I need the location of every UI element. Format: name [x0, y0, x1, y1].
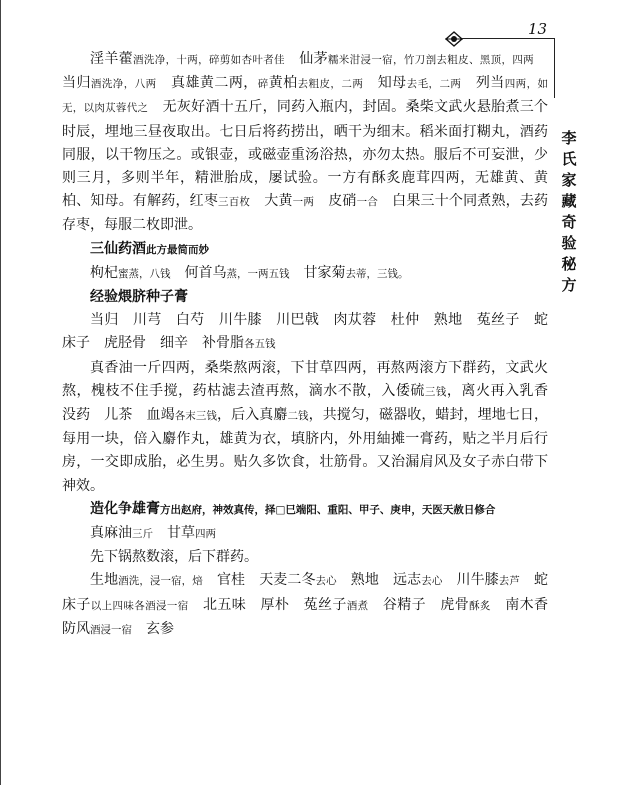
main-text: 淫羊藿 — [90, 51, 134, 67]
annotation-text: 各末三钱 — [174, 410, 218, 423]
header-rule-vertical — [554, 38, 555, 98]
main-text: 皮硝 — [314, 193, 357, 210]
diamond-ornament-icon — [445, 31, 463, 47]
annotation-text: 此方最简而妙 — [146, 243, 209, 256]
annotation-text: 去粗皮，二两 — [297, 78, 364, 91]
annotation-text: 四两，如无，以肉苁蓉代之 — [62, 78, 549, 115]
text-paragraph — [62, 498, 548, 522]
main-text: 知母 — [363, 75, 407, 92]
main-text: 真麻油 — [90, 525, 132, 542]
main-text: 南木香 防风 — [62, 596, 562, 637]
main-text: 真香油一斤四两，桑柴熬两滚，下甘草四两，再熬两滚方下群药，文武火熬，槐枝不住手搅，药枯滤去渣再熬，滴水不散，入倭硫 — [62, 359, 548, 399]
annotation-text: 去心 — [421, 575, 443, 588]
annotation-text: 一合 — [356, 196, 378, 209]
text-paragraph — [62, 238, 548, 262]
text-paragraph — [62, 522, 548, 546]
main-text: 川牛膝 — [442, 572, 499, 589]
main-text: 生地 — [90, 572, 119, 589]
main-text: 北五味 厚朴 菟丝子 — [188, 596, 347, 613]
header-rule — [462, 38, 554, 39]
page-left-border — [0, 0, 1, 785]
main-text: ，离火再入乳香 没药 儿茶 血竭 — [62, 382, 563, 424]
text-paragraph — [62, 262, 548, 286]
annotation-text: 酒煮 — [346, 599, 369, 612]
main-text: 仙茅 — [284, 51, 328, 67]
text-paragraph — [62, 546, 548, 569]
text-paragraph — [62, 48, 548, 238]
main-text: ，后入真麝 — [217, 407, 288, 424]
annotation-text: 蒸，一两五钱 — [226, 267, 290, 280]
main-text: 蛇床子 — [62, 572, 549, 613]
main-text: 无灰好酒十五斤，同药入瓶内，封固。桑柴文武火悬胎煮三个时辰，埋地三昼夜取出。七日后将药捞出，晒干为细末。稻米面打糊丸，酒药同服，以干物压之。或银壶，或磁壶重汤浴热，亦勿太热。服后不可妄泄，少则三月，多则半年，精泄胎成，屡试验。一方有酥炙鹿茸四两，无雄黄、黄柏、知母。有解药，红枣 — [62, 99, 549, 210]
annotation-text: 四两 — [195, 528, 216, 541]
annotation-text: 碎 — [257, 78, 269, 91]
annotation-text: 各五钱 — [244, 338, 276, 351]
annotation-text: 三钱 — [424, 385, 447, 398]
annotation-text: 二钱 — [287, 410, 309, 423]
text-paragraph — [62, 286, 548, 309]
main-text: 经验煨脐种子膏 — [90, 289, 188, 306]
main-text: 大黄 — [250, 193, 293, 210]
page-body — [62, 48, 563, 642]
annotation-text: 方出赵府，神效真传，择□巳端阳、重阳、甲子、庚申，天医天赦日修合 — [160, 503, 496, 516]
main-text: 枸杞 — [90, 264, 118, 281]
annotation-text: 三百枚 — [218, 196, 251, 209]
main-text: 先下锅熬数滚，后下群药。 — [90, 549, 258, 566]
text-paragraph — [62, 357, 563, 498]
annotation-text: 蜜蒸，八钱 — [118, 267, 171, 280]
annotation-text: 酒洗净，十两，碎剪如杏叶者佳 — [133, 54, 285, 66]
text-paragraph — [62, 569, 562, 642]
main-text: 官桂 天麦二冬 — [202, 572, 316, 589]
annotation-text: 三斤 — [132, 528, 153, 541]
main-text: 甘草 — [153, 525, 195, 542]
side-book-title: 李氏家藏奇验秘方 — [561, 129, 577, 294]
main-text: 甘家菊 — [289, 264, 346, 281]
main-text: ，共搅匀，磁器收，蜡封，埋地七日，每用一块，倍入麝作丸，雄黄为衣，填脐内，外用紬摊一膏药，贴之半月后行房，一交即成胎，必生男。贴久多饮食，壮筋骨。又治漏肩风及女子赤白带下神效。 — [62, 407, 549, 494]
main-text: 三仙药酒 — [90, 240, 146, 257]
annotation-text: 酒浸一宿 — [90, 623, 132, 636]
main-text: 造化争雄膏 — [90, 500, 160, 517]
main-text: 玄参 — [132, 620, 174, 637]
annotation-text: 去芦 — [498, 575, 520, 588]
annotation-text: 酒洗净，八两 — [90, 78, 157, 91]
annotation-text: 糯米泔浸一宿，竹刀剖去粗皮、黑顶，四两 — [327, 54, 535, 66]
text-paragraph — [62, 309, 548, 356]
main-text: 白果三十个同煮熟，去药存枣，每服二枚即泄。 — [62, 193, 549, 234]
annotation-text: 去毛，二两 — [406, 78, 462, 91]
main-text: 谷精子 虎骨 — [368, 596, 470, 613]
main-text: 熟地 远志 — [336, 572, 422, 589]
annotation-text: 去心 — [315, 575, 337, 588]
main-text: 黄柏 — [268, 75, 298, 92]
annotation-text: 去蒂，三钱。 — [345, 267, 409, 280]
page-number: 13 — [528, 20, 548, 38]
main-text: 何首乌 — [170, 264, 227, 281]
main-text: 真雄黄二两， — [156, 75, 258, 92]
annotation-text: 一两 — [292, 196, 315, 209]
main-text: 列当 — [461, 75, 505, 92]
main-text: 当归 — [62, 51, 549, 92]
annotation-text: 以上四味各酒浸一宿 — [90, 599, 189, 612]
main-text: 当归 川芎 白芍 川牛膝 川巴戟 肉苁蓉 杜仲 熟地 菟丝子 蛇床子 虎胫骨 细辛 补骨脂 — [62, 312, 548, 352]
annotation-text: 酥炙 — [469, 599, 491, 612]
annotation-text: 酒洗，浸一宿，焙 — [118, 575, 203, 588]
